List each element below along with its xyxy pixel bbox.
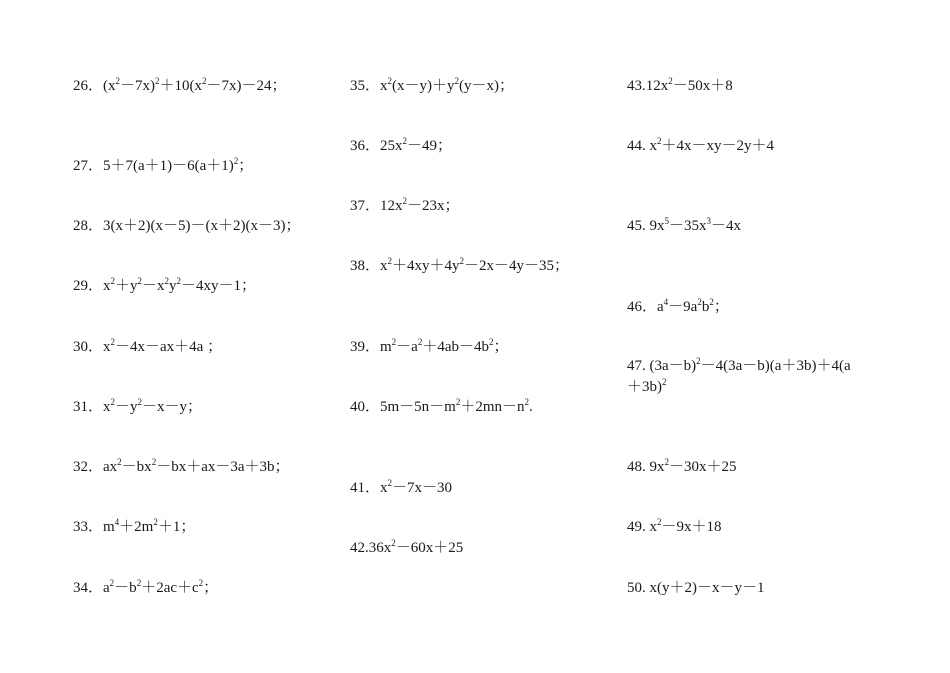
expression-text: 36．25x (350, 138, 403, 154)
problem-31 (73, 397, 202, 417)
exponent: 2 (391, 538, 396, 548)
exponent: 2 (115, 76, 120, 86)
exponent: 2 (151, 457, 157, 467)
expression-text: 44. x (627, 138, 657, 154)
expression-text: 35．x (350, 78, 388, 94)
expression-text: －x (142, 278, 165, 294)
expression-text: ＋1； (157, 519, 196, 535)
expression-text: －x－y； (142, 399, 203, 415)
problem-26 (73, 76, 287, 96)
expression-text: 48. 9x (627, 459, 665, 475)
expression-text: 45. 9x (627, 218, 665, 234)
expression-text: 41．x (350, 480, 388, 496)
expression-text: －7x－30 (392, 480, 453, 496)
expression-text: ； (203, 580, 219, 596)
exponent: 2 (668, 76, 673, 86)
expression-text: －4x－ax＋4a ； (115, 339, 223, 355)
problem-28 (73, 216, 300, 236)
exponent: 2 (696, 356, 701, 366)
exponent: 2 (110, 397, 116, 407)
exponent: 5 (664, 216, 669, 226)
exponent: 2 (136, 578, 142, 588)
expression-text: 33．m (73, 519, 115, 535)
expression-text: ； (493, 339, 509, 355)
exponent: 2 (198, 578, 204, 588)
exponent: 2 (153, 517, 158, 527)
exponent: 2 (155, 76, 160, 86)
expression-text: 39．m (350, 339, 392, 355)
problem-45 (627, 216, 741, 236)
problem-29 (73, 276, 256, 296)
expression-text: ＋4ab－4b (422, 339, 490, 355)
problem-35 (350, 76, 514, 96)
expression-text: －50x＋8 (672, 78, 733, 94)
problem-38 (350, 256, 569, 276)
expression-text: 30．x (73, 339, 111, 355)
exponent: 2 (657, 136, 662, 146)
expression-text: 27．5＋7(a＋1)－6(a＋1) (73, 158, 234, 174)
expression-text: 31．x (73, 399, 111, 415)
expression-text: －bx＋ax－3a＋3b； (156, 459, 290, 475)
problem-33 (73, 517, 195, 537)
problem-32 (73, 457, 290, 477)
exponent: 2 (109, 578, 115, 588)
expression-text: －35x (669, 218, 707, 234)
problem-48 (627, 457, 737, 477)
problem-39 (350, 337, 509, 357)
expression-text: b (701, 299, 710, 315)
problem-42 (350, 538, 463, 558)
exponent: 2 (117, 457, 122, 467)
expression-text: 46．a (627, 299, 664, 315)
problem-44 (627, 136, 774, 156)
exponent: 2 (387, 76, 393, 86)
problem-40 (350, 397, 533, 417)
exponent: 2 (657, 517, 662, 527)
expression-text: (x－y)＋y (392, 78, 455, 94)
expression-text: －49； (407, 138, 453, 154)
expression-text: ＋2ac＋c (141, 580, 199, 596)
expression-text: －9x＋18 (661, 519, 722, 535)
problem-50 (627, 578, 765, 598)
expression-text: . (529, 399, 533, 415)
problem-46 (627, 297, 729, 317)
expression-text: ； (713, 299, 729, 315)
exponent: 2 (709, 297, 714, 307)
exponent: 2 (164, 276, 170, 286)
expression-text: ＋2m (119, 519, 154, 535)
expression-text: －y (115, 399, 138, 415)
expression-text: (y－x)； (459, 78, 515, 94)
expression-text: ＋2mn－n (460, 399, 525, 415)
expression-text: －60x＋25 (395, 540, 464, 556)
exponent: 2 (110, 276, 116, 286)
expression-text: －30x＋25 (669, 459, 737, 475)
exponent: 2 (524, 397, 530, 407)
expression-text: 43.12x (627, 78, 669, 94)
expression-text: －b (114, 580, 137, 596)
problem-41 (350, 478, 452, 498)
expression-text: －7x) (120, 78, 155, 94)
expression-text: －4xy－1； (181, 278, 257, 294)
expression-text: y (169, 278, 177, 294)
exponent: 3 (706, 216, 712, 226)
expression-text: ＋10(x (159, 78, 202, 94)
expression-text: 28．3(x＋2)(x－5)－(x＋2)(x－3)； (73, 218, 301, 234)
problem-49 (627, 517, 722, 537)
exponent: 2 (387, 478, 393, 488)
exponent: 2 (176, 276, 182, 286)
expression-text: －4(3a－b)(a＋3b)＋4(a＋3b) (627, 358, 851, 395)
problem-37 (350, 196, 460, 216)
expression-text: 49. x (627, 519, 657, 535)
expression-text: 34．a (73, 580, 110, 596)
exponent: 2 (662, 377, 667, 387)
expression-text: 37．12x (350, 198, 403, 214)
problem-30 (73, 337, 222, 357)
exponent: 2 (233, 156, 239, 166)
expression-text: －bx (121, 459, 152, 475)
exponent: 2 (137, 397, 143, 407)
expression-text: ＋4x－xy－2y＋4 (661, 138, 775, 154)
exponent: 4 (663, 297, 669, 307)
exponent: 4 (114, 517, 120, 527)
exponent: 2 (402, 136, 408, 146)
expression-text: －2x－4y－35； (464, 258, 570, 274)
expression-text: 29．x (73, 278, 111, 294)
exponent: 2 (664, 457, 669, 467)
problem-47 (627, 356, 863, 398)
exponent: 2 (137, 276, 143, 286)
exponent: 2 (417, 337, 423, 347)
problem-34 (73, 578, 218, 598)
exponent: 2 (402, 196, 408, 206)
expression-text: 50. x(y＋2)－x－y－1 (627, 580, 765, 596)
expression-text: －7x)－24； (206, 78, 287, 94)
expression-text: －23x； (407, 198, 460, 214)
expression-text: 47. (3a－b) (627, 358, 697, 374)
exponent: 2 (459, 256, 465, 266)
expression-text: 32．ax (73, 459, 118, 475)
exponent: 2 (387, 256, 393, 266)
expression-text: ； (238, 158, 254, 174)
exponent: 2 (454, 76, 460, 86)
problem-43 (627, 76, 733, 96)
problem-27 (73, 156, 253, 176)
expression-text: －9a (668, 299, 698, 315)
expression-text: －a (396, 339, 418, 355)
exponent: 2 (202, 76, 207, 86)
exponent: 2 (489, 337, 494, 347)
exponent: 2 (391, 337, 397, 347)
expression-text: 42.36x (350, 540, 392, 556)
expression-text: ＋y (115, 278, 138, 294)
expression-text: ＋4xy＋4y (392, 258, 460, 274)
expression-text: 26．(x (73, 78, 116, 94)
expression-text: －4x (711, 218, 742, 234)
exponent: 2 (697, 297, 702, 307)
exponent: 2 (455, 397, 461, 407)
exponent: 2 (110, 337, 116, 347)
problem-36 (350, 136, 452, 156)
expression-text: 40．5m－5n－m (350, 399, 456, 415)
expression-text: 38．x (350, 258, 388, 274)
